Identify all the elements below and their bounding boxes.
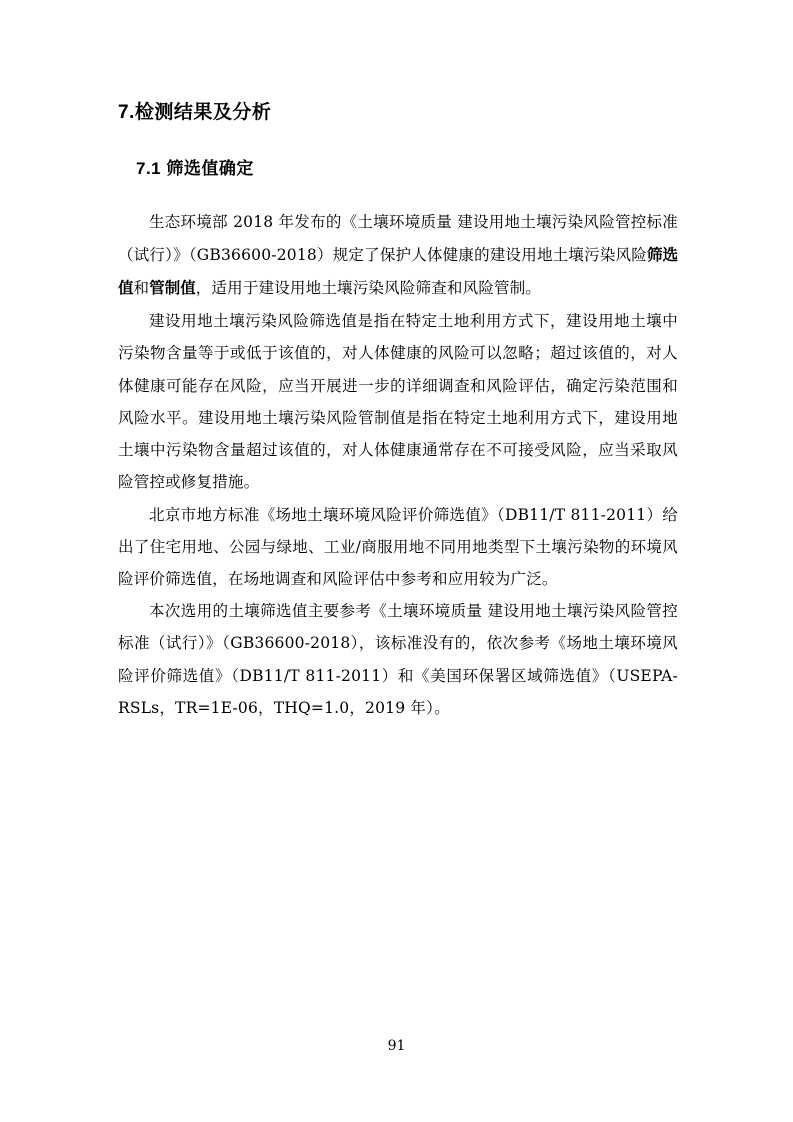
paragraph-4: 本次选用的土壤筛选值主要参考《土壤环境质量 建设用地土壤污染风险管控标准（试行）》（GB36600-2018），该标准没有的，依次参考《场地土壤环境风险评价筛选值》（DB11/T 811-2011）和《美国环保署区域筛选值》（USEPA-RSLs，TR=1E-06，THQ=1.0，2019 年）。 <box>118 602 678 717</box>
paragraph-2: 建设用地土壤污染风险筛选值是指在特定土地利用方式下，建设用地土壤中污染物含量等于或低于该值的，对人体健康的风险可以忽略；超过该值的，对人体健康可能存在风险，应当开展进一步的详细调查和风险评估，确定污染范围和风险水平。建设用地土壤污染风险管制值是指在特定土地利用方式下，建设用地土壤中污染物含量超过该值的，对人体健康通常存在不可接受风险，应当采取风险管控或修复措施。 <box>118 312 678 492</box>
highlight-control-value: 管制值 <box>149 279 196 297</box>
paragraph-1-text-c: ，适用于建设用地土壤污染风险筛查和风险管制。 <box>195 278 542 297</box>
section-heading: 7.检测结果及分析 <box>118 102 272 123</box>
subsection-heading: 7.1 筛选值确定 <box>136 158 254 178</box>
paragraph-3: 北京市地方标准《场地土壤环境风险评价筛选值》（DB11/T 811-2011）给出了住宅用地、公园与绿地、工业/商服用地不同用地类型下土壤污染物的环境风险评价筛选值，在场地调查和风险评估中参考和应用较为广泛。 <box>118 505 678 588</box>
paragraph-1-text-a: 生态环境部 2018 年发布的《土壤环境质量 建设用地土壤污染风险管控标准（试行）》（GB36600-2018）规定了保护人体健康的建设用地土壤污染风险 <box>118 213 678 264</box>
paragraph-1-text-b: 和 <box>133 278 150 297</box>
highlight-screening-value: 筛选值 <box>118 246 678 297</box>
page-number: 91 <box>387 1038 406 1054</box>
page-content <box>118 100 678 724</box>
paragraph-1 <box>118 206 678 305</box>
